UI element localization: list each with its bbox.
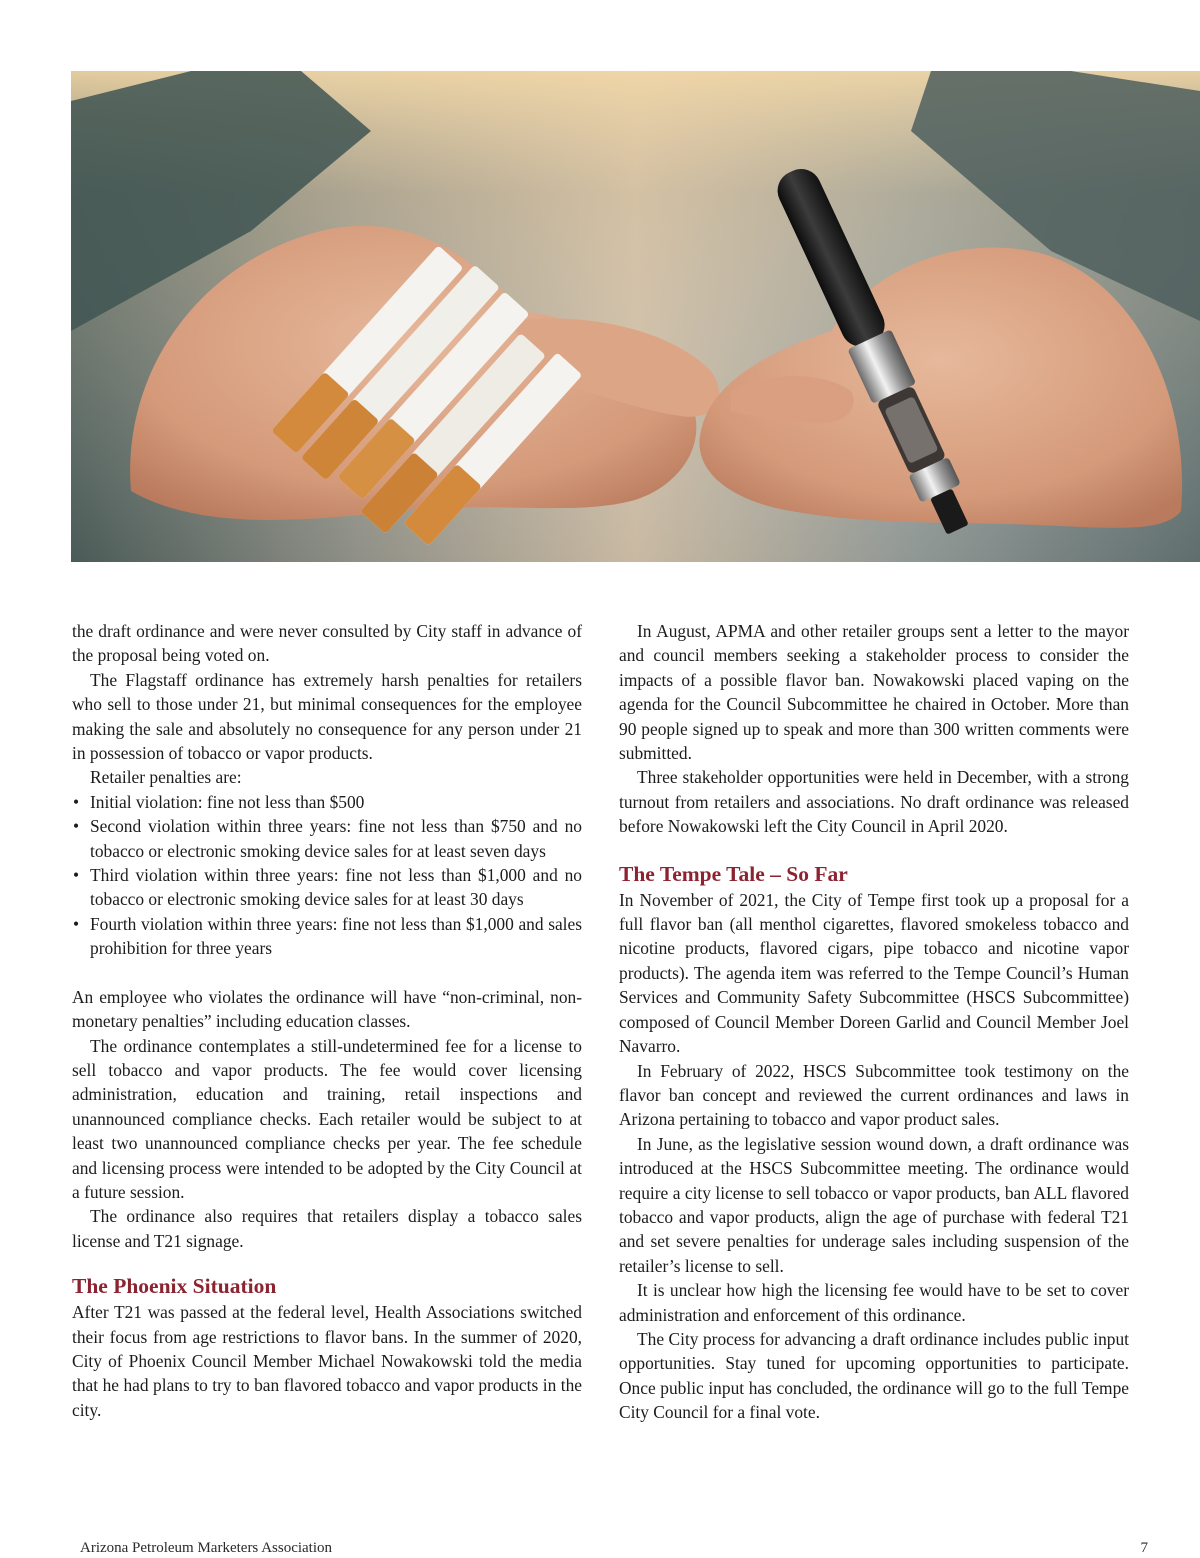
right-column xyxy=(619,619,1129,1425)
body-paragraph: In February of 2022, HSCS Subcommittee took testimony on the flavor ban concept and reviewed the current ordinances and laws in Arizona pertaining to tobacco and vapor product sales. xyxy=(619,1060,1129,1130)
body-paragraph: The ordinance also requires that retailers display a tobacco sales license and T21 signage. xyxy=(72,1206,582,1251)
body-paragraph: In August, APMA and other retailer groups sent a letter to the mayor and council members seeking a stakeholder process to consider the impacts of a possible flavor ban. Nowakowski placed vaping on the agenda for the Council Subcommittee he chaired in October. More than 90 people signed up to speak and more than 300 written comments were submitted. xyxy=(619,621,1129,764)
penalties-list xyxy=(72,790,582,961)
body-paragraph: The Flagstaff ordinance has extremely harsh penalties for retailers who sell to those under 21, but minimal consequences for the employee making the sale and absolutely no consequence for any person under 21 in possession of tobacco or vapor products. xyxy=(72,669,582,764)
section-heading-phoenix: The Phoenix Situation xyxy=(72,1274,277,1299)
body-paragraph: After T21 was passed at the federal level, Health Associations switched their focus from age restrictions to flavor bans. In the summer of 2020, City of Phoenix Council Member Michael Nowakowski told the media that he had plans to try to ban flavored tobacco and vapor products in the city. xyxy=(72,1302,582,1420)
list-item: • Third violation within three years: fine not less than $1,000 and no tobacco or electronic smoking device sales for at least 30 days xyxy=(72,863,582,912)
page-number: 7 xyxy=(1140,1540,1148,1556)
body-paragraph: Three stakeholder opportunities were held in December, with a strong turnout from retailers and associations. No draft ordinance was released before Nowakowski left the City Council in April 2020. xyxy=(619,767,1129,837)
body-paragraph: the draft ordinance and were never consulted by City staff in advance of the proposal being voted on. xyxy=(72,621,582,666)
body-paragraph: It is unclear how high the licensing fee would have to be set to cover administration and enforcement of this ordinance. xyxy=(619,1280,1129,1325)
list-item: • Fourth violation within three years: fine not less than $1,000 and sales prohibition for three years xyxy=(72,912,582,961)
section-heading-tempe: The Tempe Tale – So Far xyxy=(619,861,848,886)
list-item: • Second violation within three years: fine not less than $750 and no tobacco or electronic smoking device sales for at least seven days xyxy=(72,814,582,863)
body-paragraph: Retailer penalties are: xyxy=(90,767,242,788)
footer-publisher: Arizona Petroleum Marketers Association xyxy=(80,1540,333,1556)
left-column xyxy=(72,619,582,1422)
body-paragraph: In November of 2021, the City of Tempe first took up a proposal for a full flavor ban (all menthol cigarettes, flavored smokeless tobacco and nicotine products, flavored cigars, pipe tobacco and nicotine vapor products). The agenda item was referred to the Tempe Council’s Human Services and Community Safety Subcommittee (HSCS Subcommittee) composed of Council Member Doreen Garlid and Council Member Joel Navarro. xyxy=(619,889,1129,1057)
body-paragraph: In June, as the legislative session wound down, a draft ordinance was introduced at the HSCS Subcommittee meeting. The ordinance would require a city license to sell tobacco or vapor products, ban ALL flavored tobacco and vapor products, align the age of purchase with federal T21 and set severe penalties for underage sales including suspension of the retailer’s license to sell. xyxy=(619,1133,1129,1276)
body-paragraph: An employee who violates the ordinance will have “non-criminal, non-monetary penalties” including education classes. xyxy=(72,986,582,1032)
hands-cigarettes-vape-photo xyxy=(71,71,1200,562)
body-paragraph: The ordinance contemplates a still-undetermined fee for a license to sell tobacco and vapor products. The fee would cover licensing administration, education and training, retail inspections and unannounced compliance checks. Each retailer would be subject to at least two unannounced compliance checks per year. The fee schedule and licensing process were intended to be adopted by the City Council at a future session. xyxy=(72,1035,582,1202)
body-paragraph: The City process for advancing a draft ordinance includes public input opportunities. Stay tuned for upcoming opportunities to participate. Once public input has concluded, the ordinance will go to the full Tempe City Council for a final vote. xyxy=(619,1328,1129,1423)
hero-photo xyxy=(71,71,1200,562)
list-item: • Initial violation: fine not less than $500 xyxy=(72,790,582,814)
